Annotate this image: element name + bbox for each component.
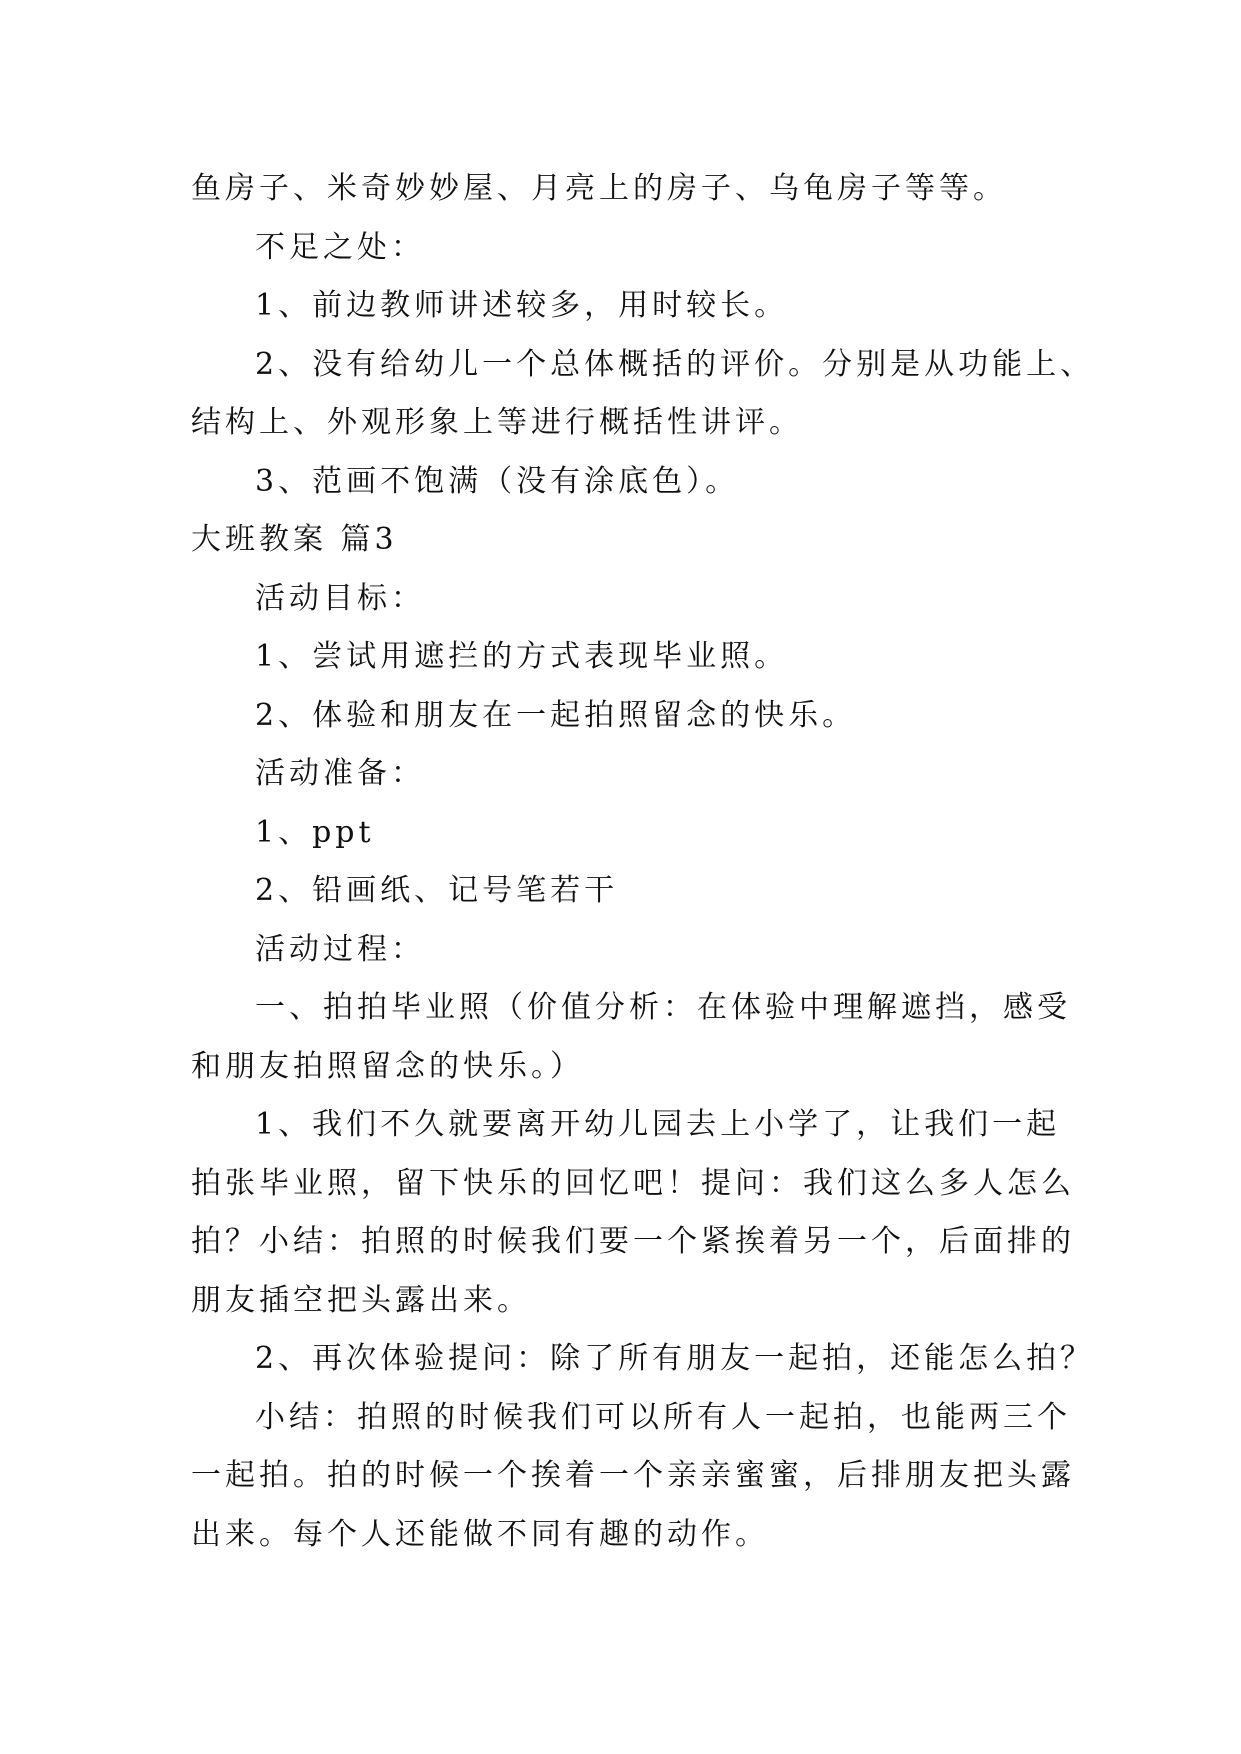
- text-line: 1、ppt: [255, 814, 375, 850]
- text-line: 2、体验和朋友在一起拍照留念的快乐。: [255, 697, 857, 733]
- section-heading: 大班教案 篇3: [191, 522, 398, 557]
- text-line: 小结：拍照的时候我们可以所有人一起拍，也能两三个: [255, 1399, 1071, 1435]
- text-line: 2、铅画纸、记号笔若干: [255, 873, 619, 908]
- text-line: 和朋友拍照留念的快乐。）: [191, 1048, 584, 1084]
- text-line: 一起拍。拍的时候一个挨着一个亲亲蜜蜜，后排朋友把头露: [191, 1458, 1075, 1493]
- text-line: 拍？小结：拍照的时候我们要一个紧挨着另一个，后面排的: [191, 1224, 1075, 1259]
- text-line: 2、没有给幼儿一个总体概括的评价。分别是从功能上、: [255, 346, 1095, 382]
- text-line: 出来。每个人还能做不同有趣的动作。: [191, 1516, 769, 1552]
- text-line: 拍张毕业照，留下快乐的回忆吧！提问：我们这么多人怎么: [191, 1165, 1075, 1201]
- text-line: 2、再次体验提问：除了所有朋友一起拍，还能怎么拍？: [255, 1341, 1095, 1376]
- text-line: 结构上、外观形象上等进行概括性讲评。: [191, 405, 803, 440]
- text-line: 朋友插空把头露出来。: [191, 1282, 531, 1318]
- text-line: 1、尝试用遮拦的方式表现毕业照。: [255, 639, 789, 674]
- text-line: 1、前边教师讲述较多，用时较长。: [255, 288, 789, 323]
- text-line: 3、范画不饱满（没有涂底色）。: [255, 463, 740, 499]
- text-line: 鱼房子、米奇妙妙屋、月亮上的房子、乌龟房子等等。: [191, 171, 1007, 206]
- text-line: 一、拍拍毕业照（价值分析：在体验中理解遮挡，感受: [255, 990, 1071, 1025]
- text-line: 1、我们不久就要离开幼儿园去上小学了，让我们一起: [255, 1107, 1061, 1142]
- text-line: 活动目标：: [255, 580, 425, 616]
- text-line: 活动准备：: [255, 756, 425, 791]
- text-line: 活动过程：: [255, 931, 425, 967]
- document-body: [191, 160, 1095, 1564]
- text-line: 不足之处：: [255, 229, 425, 265]
